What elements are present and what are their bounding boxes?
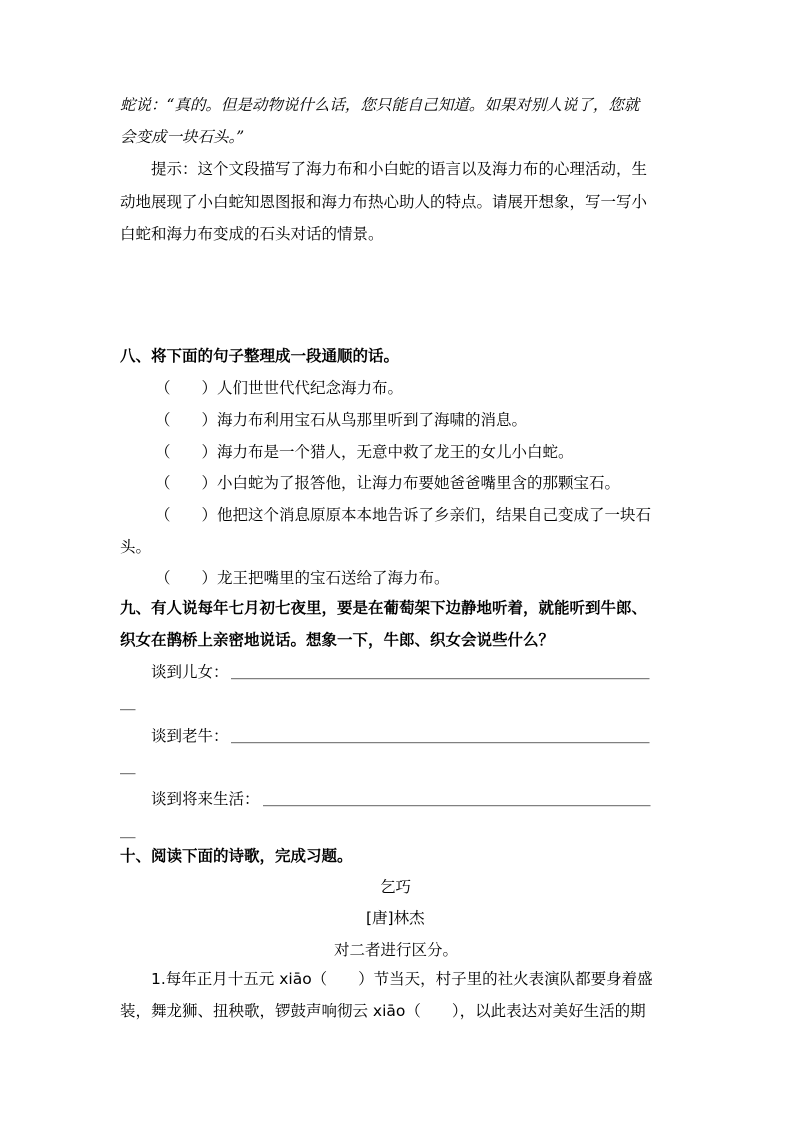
q8-item-5: （ ）他把这个消息原原本本地告诉了乡亲们，结果自己变成了一块石 [155,506,652,524]
q8-item-4: （ ）小白蛇为了报答他，让海力布要她爸爸嘴里含的那颗宝石。 [155,474,621,492]
question-9-title-line-2: 织女在鹊桥上亲密地说话。想象一下，牛郎、织女会说些什么？ [120,631,555,649]
q8-item-5-cont: 头。 [120,538,152,556]
q8-item-2: （ ）海力布利用宝石从鸟那里听到了海啸的消息。 [155,411,528,429]
hint-line-1: 提示：这个文段描写了海力布和小白蛇的语言以及海力布的心理活动，生 [151,160,648,178]
question-9-title-line-1: 九、有人说每年七月初七夜里，要是在葡萄架下边静地听着，就能听到牛郎、 [120,599,648,617]
q10-paragraph-line-1: 1.每年正月十五元 xiāo（ ）节当天，村子里的社火表演队都要身着盛 [151,970,653,988]
q9-prompt-future-label: 谈到将来生活： [151,790,260,808]
q10-paragraph-line-2: 装，舞龙狮、扭秧歌，锣鼓声响彻云 xiāo（ ），以此表达对美好生活的期 [120,1002,646,1020]
q8-item-3: （ ）海力布是一个猎人，无意中救了龙王的女儿小白蛇。 [155,443,574,461]
question-8-title: 八、将下面的句子整理成一段通顺的话。 [120,347,400,365]
question-10-title: 十、阅读下面的诗歌，完成习题。 [120,847,353,865]
hint-line-2: 动地展现了小白蛇知恩图报和海力布热心助人的特点。请展开想象，写一写小 [120,193,648,211]
q9-prompt-future-blank-cont[interactable]: ＿ [120,822,136,840]
q9-prompt-ox-blank[interactable]: ＿＿＿＿＿＿＿＿＿＿＿＿＿＿＿＿＿＿＿＿＿＿＿＿＿＿＿ [231,727,650,745]
story-text-line-1: 蛇说：“真的。但是动物说什么话，您只能自己知道。如果对别人说了，您就 [120,96,640,114]
poem-title: 乞巧 [380,878,412,896]
q9-prompt-ox-blank-cont[interactable]: ＿ [120,758,136,776]
q9-prompt-children-blank-cont[interactable]: ＿ [120,694,136,712]
hint-line-3: 白蛇和海力布变成的石头对话的情景。 [120,225,384,243]
q9-prompt-future-blank[interactable]: ＿＿＿＿＿＿＿＿＿＿＿＿＿＿＿＿＿＿＿＿＿＿＿＿＿ [263,790,651,808]
q9-prompt-children-label: 谈到儿女： [151,663,229,681]
q8-item-1: （ ）人们世世代代纪念海力布。 [155,379,404,397]
q9-prompt-ox-label: 谈到老牛： [151,727,229,745]
story-text-line-2: 会变成一块石头。” [120,128,245,146]
poem-author: [唐]林杰 [366,909,425,927]
q8-item-6: （ ）龙王把嘴里的宝石送给了海力布。 [155,569,450,587]
poem-line: 对二者进行区分。 [334,941,459,959]
q9-prompt-children-blank[interactable]: ＿＿＿＿＿＿＿＿＿＿＿＿＿＿＿＿＿＿＿＿＿＿＿＿＿＿＿ [231,663,650,681]
